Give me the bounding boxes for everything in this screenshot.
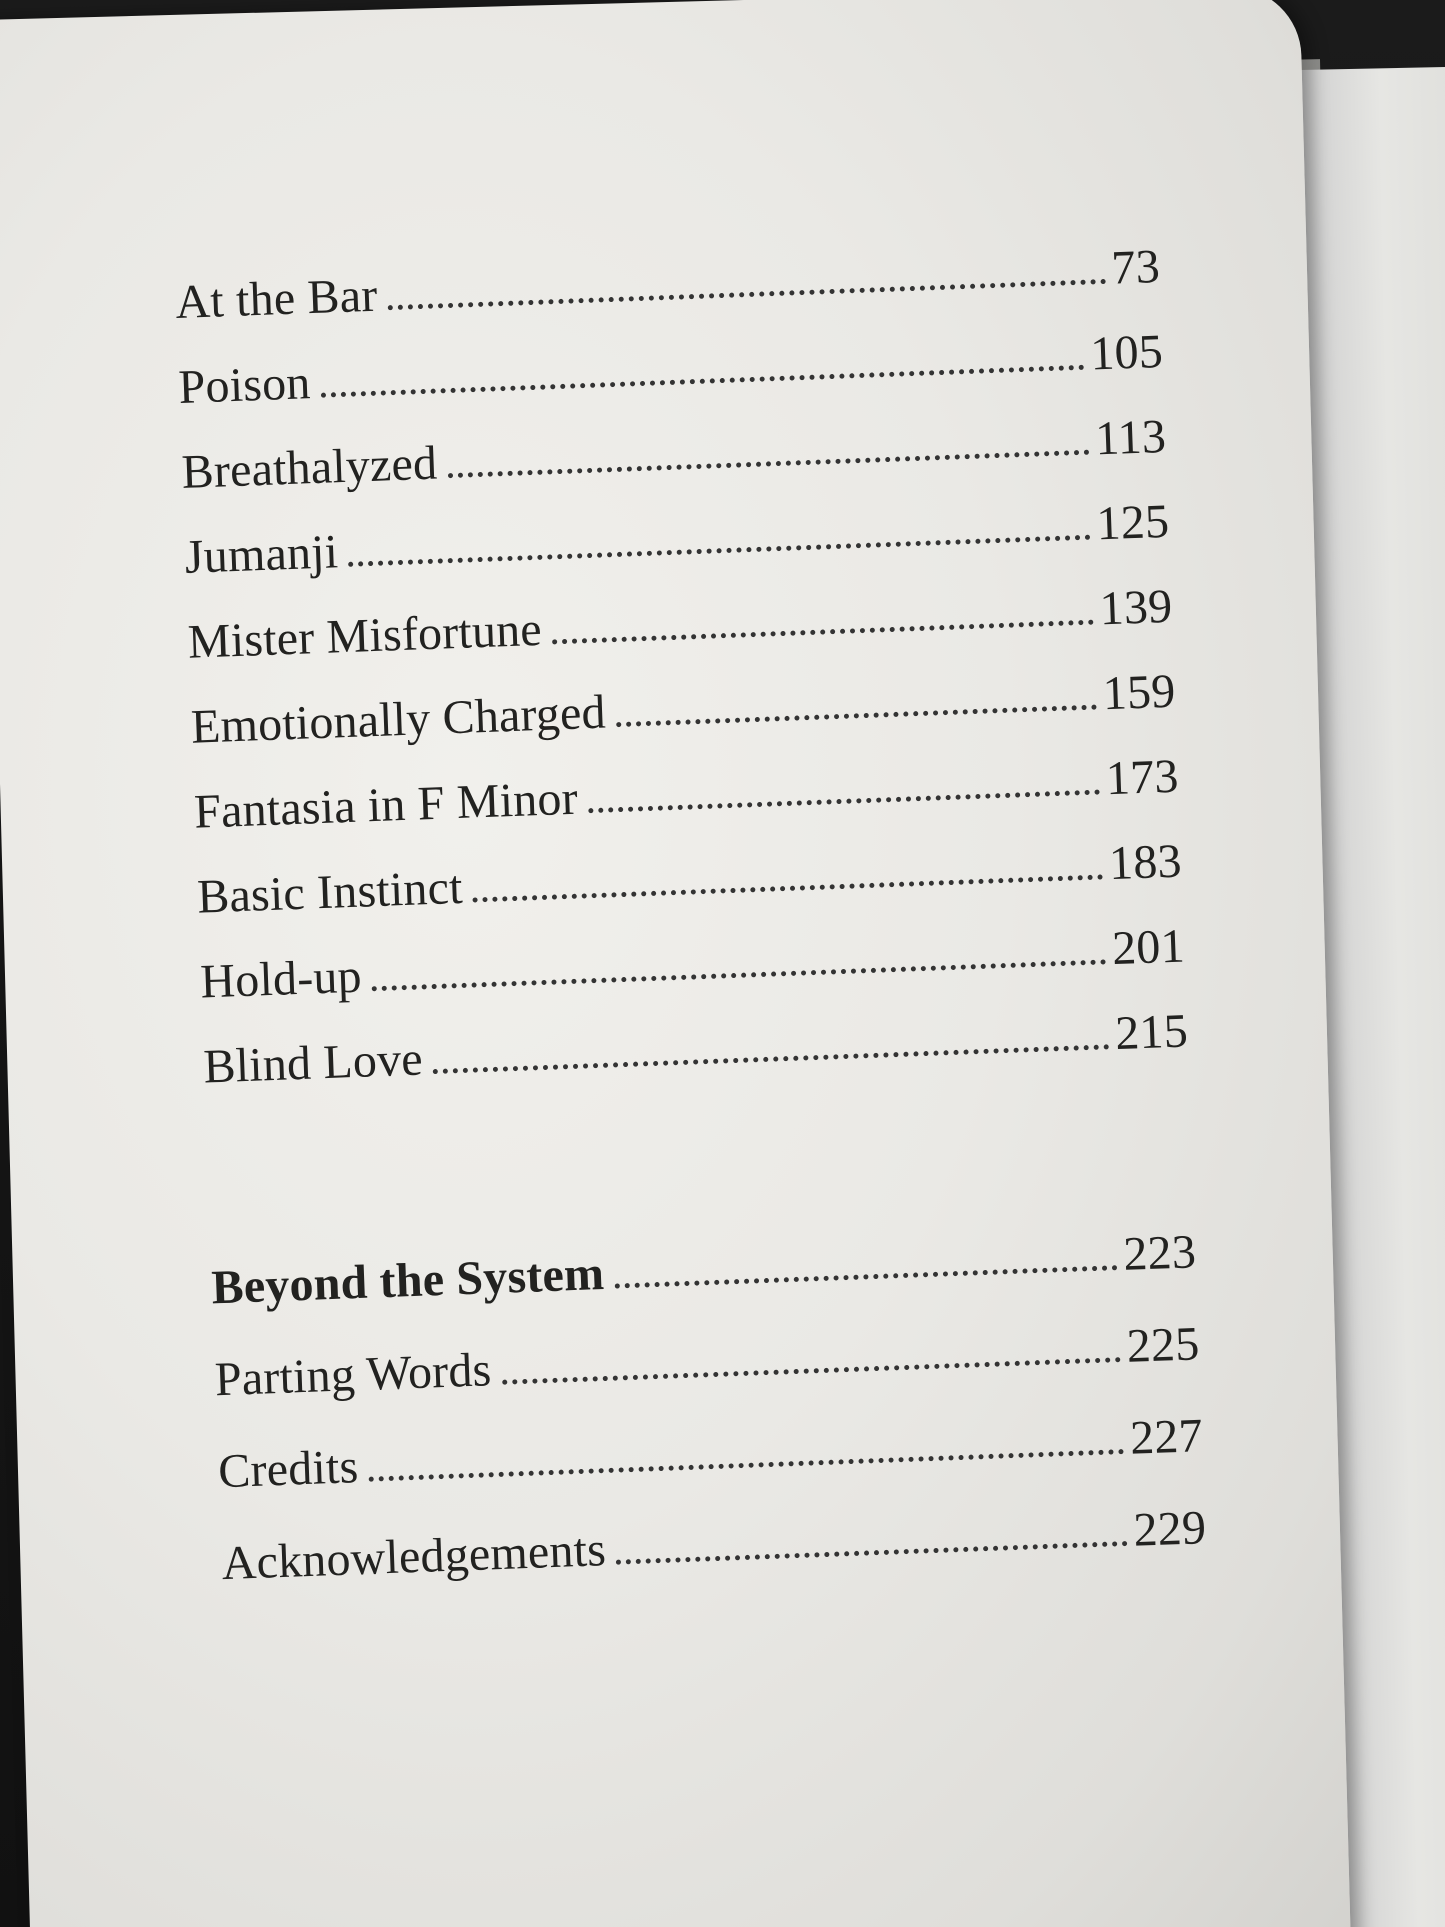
toc-entry-basic-instinct: [196, 834, 1182, 925]
toc-entry-title: Mister Misfortune: [186, 602, 543, 669]
toc-entry-page: 201: [1111, 919, 1186, 976]
dot-leader: [433, 1044, 1110, 1074]
toc-entry-page: 229: [1132, 1501, 1208, 1557]
toc-entry-page: 223: [1122, 1225, 1197, 1281]
toc-entry-fantasia-in-f-minor: [193, 749, 1179, 840]
dot-leader: [502, 1357, 1122, 1385]
toc-entry-page: 225: [1125, 1317, 1201, 1373]
toc-entry-page: 173: [1104, 749, 1180, 806]
dot-leader: [616, 705, 1097, 728]
toc-entry-title: Fantasia in F Minor: [193, 771, 579, 839]
toc-entry-title: Acknowledgements: [220, 1523, 607, 1591]
toc-entry-page: 159: [1101, 664, 1177, 721]
toc-entry-title: Basic Instinct: [196, 860, 464, 924]
dot-leader: [552, 620, 1094, 645]
toc-entry-title: Blind Love: [202, 1032, 424, 1094]
toc-entry-page: 227: [1129, 1409, 1204, 1465]
toc-entry-title: Poison: [177, 356, 312, 414]
toc-entry-title: Parting Words: [214, 1343, 493, 1407]
toc-entry-page: 215: [1114, 1004, 1189, 1061]
toc-entry-title: Credits: [217, 1440, 360, 1499]
dot-leader: [321, 365, 1085, 398]
dot-leader: [388, 279, 1106, 310]
toc-entry-emotionally-charged: [190, 664, 1176, 755]
toc-entry-parting-words: [214, 1316, 1200, 1407]
toc-section-beyond-the-system: [211, 1224, 1197, 1315]
toc-entry-page: 139: [1098, 579, 1174, 636]
dot-leader: [473, 874, 1104, 902]
toc-section-title: Beyond the System: [210, 1246, 606, 1315]
dot-leader: [448, 450, 1090, 479]
toc-entry-page: 113: [1094, 409, 1168, 466]
toc-entry-hold-up: [199, 918, 1185, 1009]
toc-entry-at-the-bar: [174, 239, 1160, 330]
dot-leader: [588, 789, 1100, 813]
toc-entry-title: At the Bar: [174, 268, 379, 330]
toc-entry-jumanji: [184, 494, 1170, 585]
toc-entry-page: 125: [1095, 494, 1171, 551]
dot-leader: [372, 959, 1107, 991]
toc-entry-page: 73: [1110, 239, 1161, 295]
toc-entry-page: 183: [1108, 834, 1183, 891]
toc-entry-title: Jumanji: [183, 525, 340, 584]
toc-entry-acknowledgements: [221, 1500, 1207, 1591]
toc-entry-blind-love: [203, 1003, 1189, 1094]
dot-leader: [369, 1449, 1125, 1482]
toc-entry-page: 105: [1089, 324, 1164, 381]
dot-leader: [616, 1541, 1128, 1565]
toc-entry-title: Hold-up: [199, 949, 363, 1009]
toc-entry-credits: [217, 1408, 1203, 1499]
dot-leader: [349, 535, 1092, 567]
dot-leader: [614, 1265, 1117, 1288]
toc-entry-breathalyzed: [181, 409, 1167, 500]
toc-entry-mister-misfortune: [187, 579, 1173, 670]
toc-entry-poison: [178, 324, 1164, 415]
toc-entry-title: Emotionally Charged: [190, 685, 607, 754]
toc-entry-title: Breathalyzed: [180, 436, 439, 499]
